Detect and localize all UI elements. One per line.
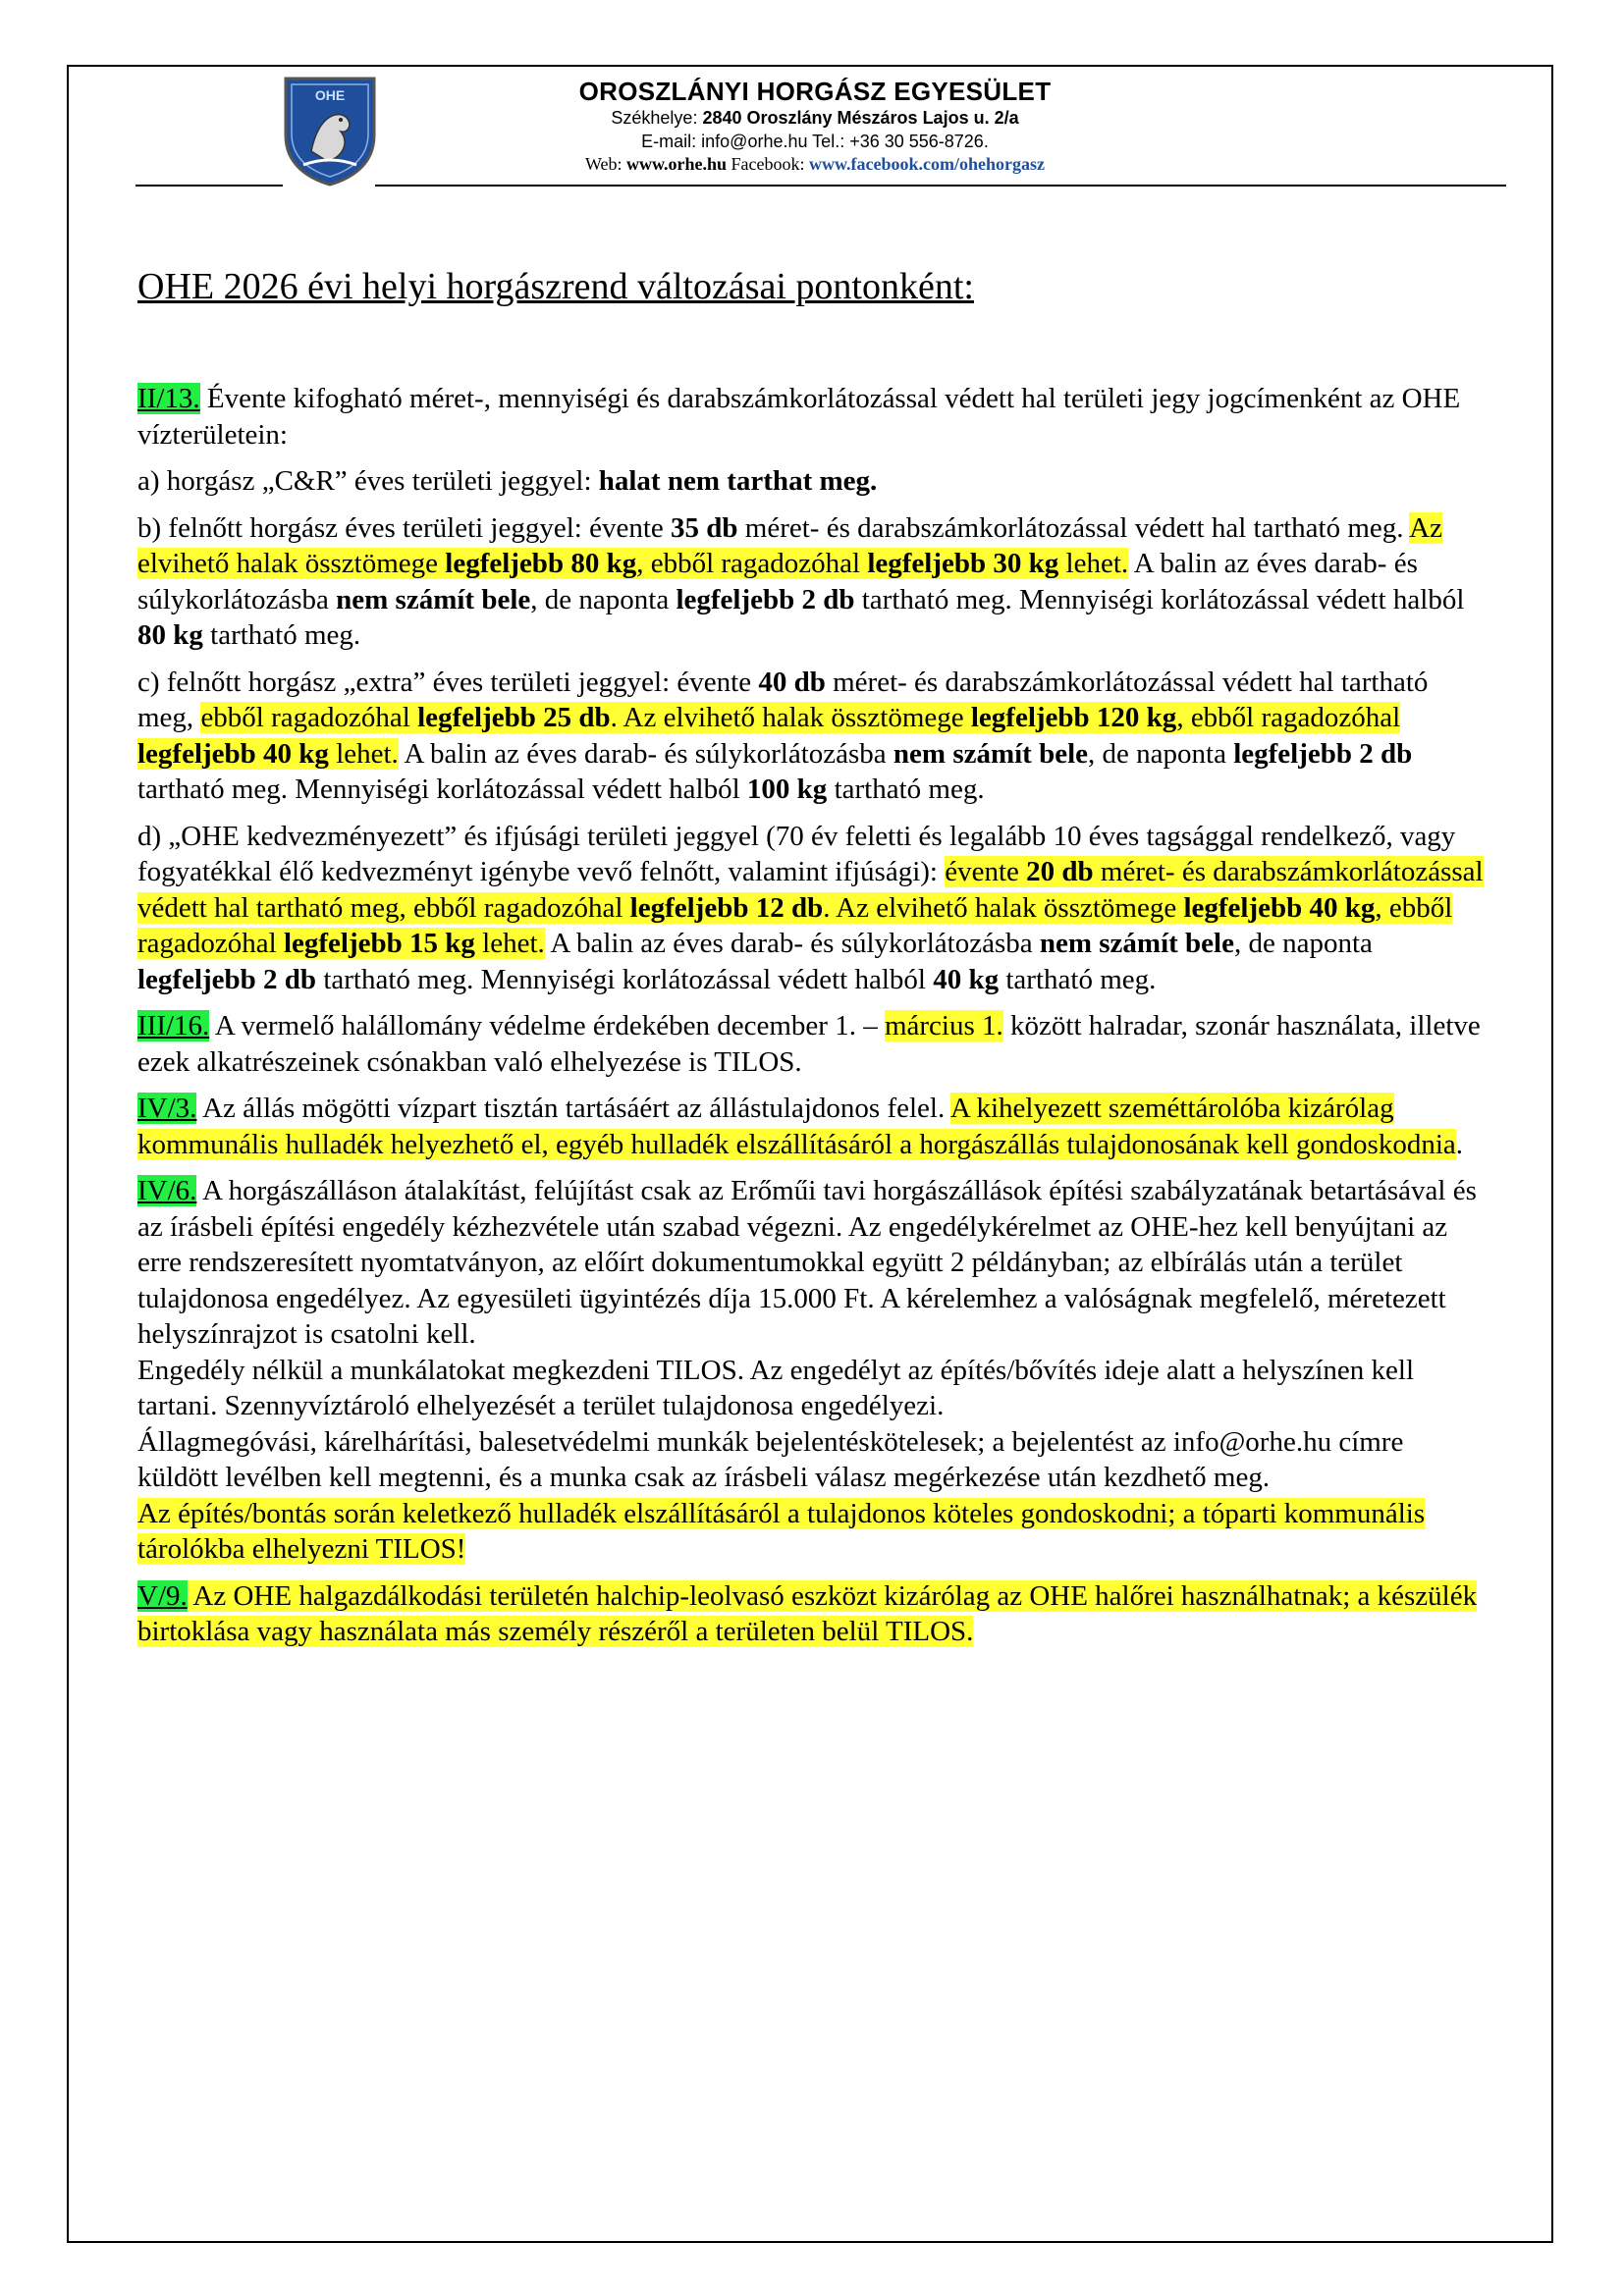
web-label: Web:	[584, 154, 627, 174]
logo-text: OHE	[314, 87, 346, 103]
address-label: Székhelye:	[611, 108, 703, 128]
address-line	[373, 106, 1257, 130]
facebook-label: Facebook:	[727, 154, 810, 174]
section-ref: III/16.	[137, 1010, 210, 1041]
section-ref: II/13.	[137, 383, 200, 414]
facebook-link[interactable]: www.facebook.com/ohehorgasz	[809, 154, 1046, 174]
document-title: OHE 2026 évi helyi horgászrend változásai pontonként:	[137, 266, 974, 307]
section-ii-13-intro: II/13. Évente kifogható méret-, mennyiségi és darabszámkorlátozással védett hal területi jegy jogcímenként az OHE vízterületein:	[137, 383, 1461, 451]
section-iii-16: III/16. A vermelő halállomány védelme érdekében december 1. – március 1. között halradar, szonár használata, illetve ezek alkatrészeinek csónakban való elhelyezése is TILOS.	[137, 1010, 1481, 1078]
document-body	[137, 381, 1490, 1661]
header-rule-left	[135, 185, 283, 187]
rule-d: d) „OHE kedvezményezett” és ifjúsági területi jeggyel (70 év feletti és legalább 10 éves tagsággal rendelkező, vagy fogyatékkal élő kedvezményt igénybe vevő felnőtt, valamint ifjúsági): évente 20 db méret- és darabszámkorlátozással védett hal tartható meg, ebből ragadozóhal legfeljebb 12 db. Az elvihető halak össztömege legfeljebb 40 kg, ebből ragadozóhal legfeljebb 15 kg lehet. A balin az éves darab- és súlykorlátozásba nem számít bele, de naponta legfeljebb 2 db tartható meg. Mennyiségi korlátozással védett halból 40 kg tartható meg.	[137, 820, 1484, 995]
header-rule-right	[375, 185, 1506, 187]
website-link[interactable]: www.orhe.hu	[626, 154, 728, 174]
section-ref: V/9.	[137, 1579, 188, 1612]
contact-line: E-mail: info@orhe.hu Tel.: +36 30 556-8726.	[641, 132, 989, 151]
rule-c: c) felnőtt horgász „extra” éves területi jeggyel: évente 40 db méret- és darabszámkorlátozással védett hal tartható meg, ebből ragadozóhal legfeljebb 25 db. Az elvihető halak össztömege legfeljebb 120 kg, ebből ragadozóhal legfeljebb 40 kg lehet. A balin az éves darab- és súlykorlátozásba nem számít bele, de naponta legfeljebb 2 db tartható meg. Mennyiségi korlátozással védett halból 100 kg tartható meg.	[137, 666, 1429, 805]
organization-name: OROSZLÁNYI HORGÁSZ EGYESÜLET	[578, 77, 1052, 106]
section-iv-6: IV/6. A horgászálláson átalakítást, felújítást csak az Erőműi tavi horgászállások építési szabályzatának betartásával és az írásbeli építési engedély kézhezvétele után szabad végezni. Az engedélykérelmet az OHE-hez kell benyújtani az erre rendszeresített nyomtatványon, az előírt dokumentumokkal együtt 2 példányban; az elbírálás után a terület tulajdonosa engedélyez. Az egyesületi ügyintézés díja 15.000 Ft. A kérelemhez a valóságnak megfelelő, méretezett helyszínrajzot is csatolni kell. Engedély nélkül a munkálatokat megkezdeni TILOS. Az engedélyt az építés/bővítés ideje alatt a helyszínen kell tartani. Szennyvíztároló elhelyezését a terület tulajdonosa engedélyezi. Állagmegóvási, kárelhárítási, balesetvédelmi munkák bejelentéskötelesek; a bejelentést az info@orhe.hu címre küldött levélben kell megtenni, és a munka csak az írásbeli válasz megérkezése után kezdhető meg. Az építés/bontás során keletkező hulladék elszállításáról a tulajdonos köteles gondoskodni; a tóparti kommunális tárolókba elhelyezni TILOS!	[137, 1175, 1477, 1565]
rule-b: b) felnőtt horgász éves területi jeggyel: évente 35 db méret- és darabszámkorlátozással védett hal tartható meg. Az elvihető halak össztömege legfeljebb 80 kg, ebből ragadozóhal legfeljebb 30 kg lehet. A balin az éves darab- és súlykorlátozásba nem számít bele, de naponta legfeljebb 2 db tartható meg. Mennyiségi korlátozással védett halból 80 kg tartható meg.	[137, 511, 1465, 651]
section-ref: IV/3.	[137, 1093, 197, 1124]
address: 2840 Oroszlány Mészáros Lajos u. 2/a	[702, 108, 1019, 128]
letterhead	[373, 77, 1257, 175]
section-iv-3: IV/3. Az állás mögötti vízpart tisztán tartásáért az állástulajdonos felel. A kihelyezett szeméttárolóba kizárólag kommunális hulladék helyezhető el, egyéb hulladék elszállításáról a horgászállás tulajdonosának kell gondoskodnia.	[137, 1093, 1464, 1160]
web-line	[373, 153, 1257, 175]
rule-a: a) horgász „C&R” éves területi jeggyel: halat nem tarthat meg.	[137, 465, 878, 497]
section-v-9: V/9. Az OHE halgazdálkodási területén halchip-leolvasó eszközt kizárólag az OHE halőrei használhatnak; a készülék birtoklása vagy használata más személy részéről a területen belül TILOS.	[137, 1579, 1478, 1647]
section-ref: IV/6.	[137, 1175, 197, 1206]
ohe-logo	[282, 75, 378, 187]
